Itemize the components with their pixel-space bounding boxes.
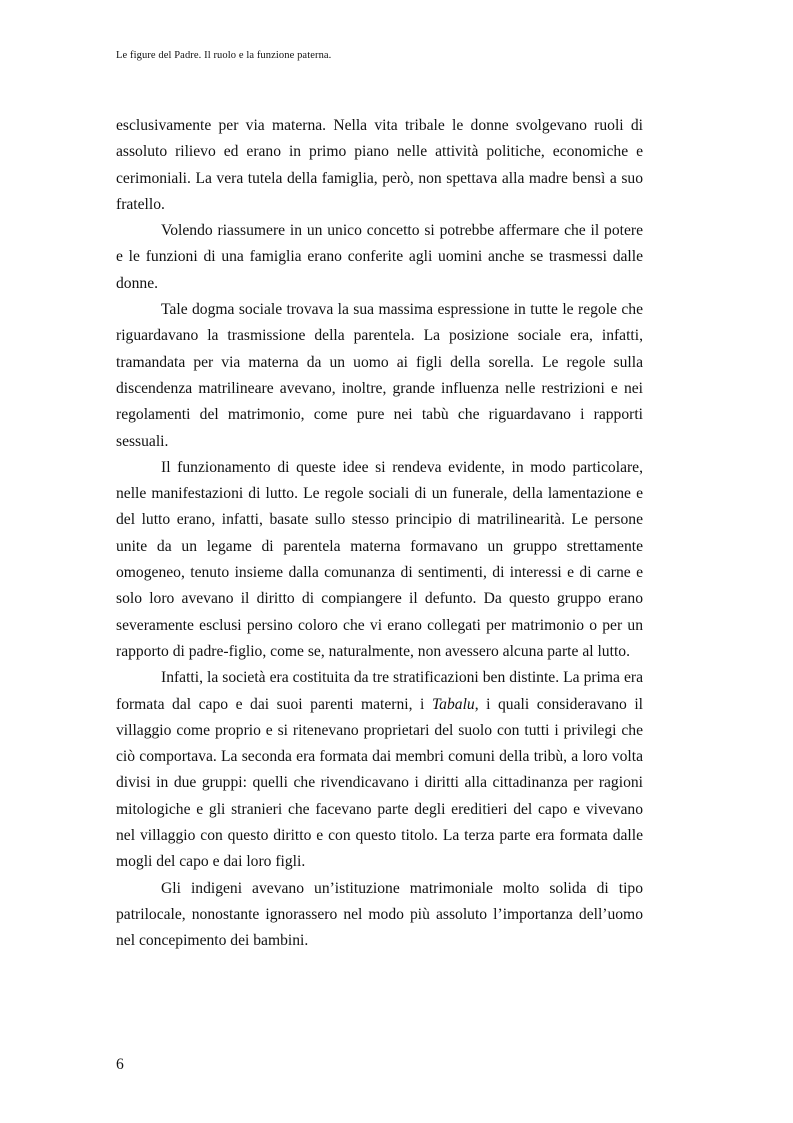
paragraph-mourning: Il funzionamento di queste idee si rendeva evidente, in modo particolare, nelle manifestazioni di lutto. Le regole sociali di un funerale, della lamentazione e del lutto erano, infatti, basate sullo stesso principio di matrilinearità. Le persone unite da un legame di parentela materna formavano un gruppo strettamente omogeneo, tenuto insieme dalla comunanza di sentimenti, di interessi e di carne e solo loro avevano il diritto di compiangere il defunto. Da questo gruppo erano severamente esclusi persino coloro che vi erano collegati per matrimonio o per un rapporto di padre-figlio, come se, naturalmente, non avessero alcuna parte al lutto. (116, 458, 643, 660)
paragraph-marriage: Gli indigeni avevano un’istituzione matrimoniale molto solida di tipo patrilocale, nonostante ignorassero nel modo più assoluto l’importanza dell’uomo nel concepimento dei bambini. (116, 879, 643, 950)
tabalu-emphasis: Tabalu (431, 695, 475, 713)
stratification-text-before: Infatti, la società era costituita da tre stratificazioni ben distinte. La prima era formata dal capo e dai suoi parenti materni, i (116, 669, 643, 713)
stratification-text-after: , i quali consideravano il villaggio come proprio e si ritenevano proprietari del suolo con tutti i privilegi che ciò comportava. La seconda era formata dai membri comuni della tribù, a loro volta divisi in due gruppi: quelli che rivendicavano i diritti alla cittadinanza per ragioni mitologiche e gli stranieri che facevano parte degli ereditieri del capo e vivevano nel villaggio con questo diritto e con questo titolo. La terza parte era formata dalle mogli del capo e dai loro figli. (116, 695, 643, 871)
page-number: 6 (116, 1056, 124, 1073)
paragraph-social-dogma: Tale dogma sociale trovava la sua massima espressione in tutte le regole che riguardavano la trasmissione della parentela. La posizione sociale era, infatti, tramandata per via materna da un uomo ai figli della sorella. Le regole sulla discendenza matrilineare avevano, inoltre, grande influenza nelle restrizioni e nei regolamenti del matrimonio, come pure nei tabù che riguardavano i rapporti sessuali. (116, 301, 643, 450)
paragraph-stratification (116, 665, 643, 875)
paragraph-continuation: esclusivamente per via materna. Nella vita tribale le donne svolgevano ruoli di assoluto rilievo ed erano in primo piano nelle attività politiche, economiche e cerimoniali. La vera tutela della famiglia, però, non spettava alla madre bensì a suo fratello. (116, 117, 643, 213)
running-header: Le figure del Padre. Il ruolo e la funzione paterna. (116, 50, 332, 61)
paragraph-summary: Volendo riassumere in un unico concetto si potrebbe affermare che il potere e le funzioni di una famiglia erano conferite agli uomini anche se trasmessi dalle donne. (116, 222, 643, 292)
body-text (116, 113, 643, 955)
